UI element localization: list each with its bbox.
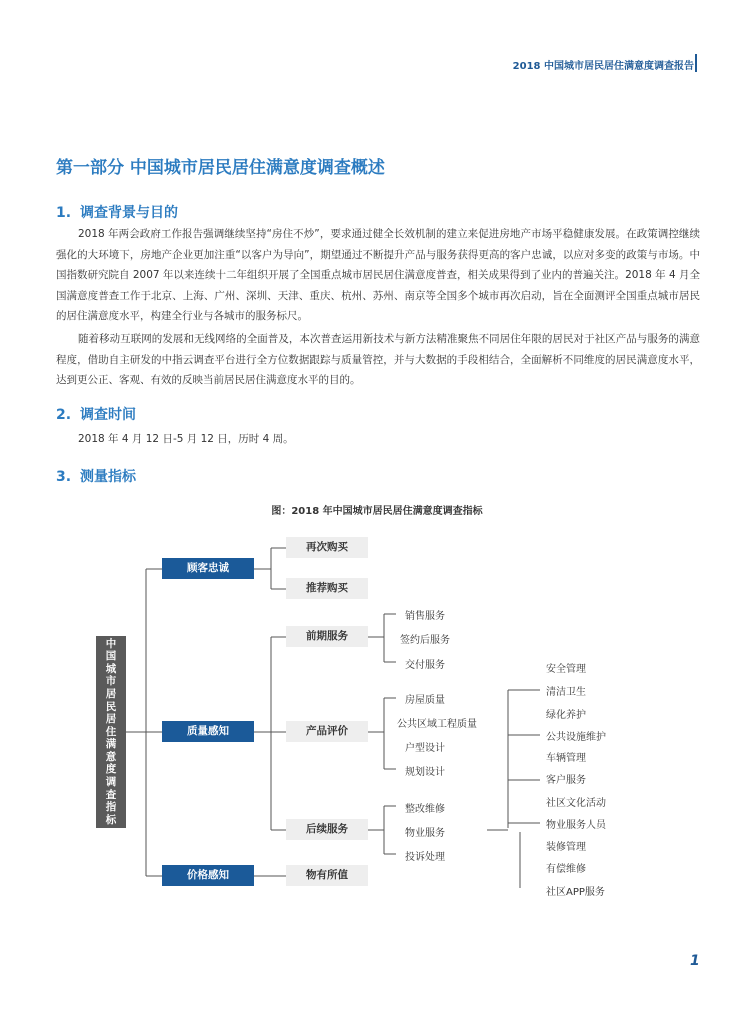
leaf-planning-design: 规划设计: [405, 767, 445, 778]
figure-title: 图：2018 年中国城市居民居住满意度调查指标: [271, 506, 483, 517]
report-header-title: 2018 中国城市居民居住满意度调查报告: [512, 61, 694, 72]
leaf-housing-quality: 房屋质量: [405, 695, 445, 706]
node-product-evaluation: 产品评价: [286, 721, 368, 742]
item-property-staff: 物业服务人员: [546, 820, 606, 831]
node-price-perception: 价格感知: [162, 865, 254, 886]
node-repurchase: 再次购买: [286, 537, 368, 558]
root-node: [96, 636, 126, 828]
root-node-label: 中国城市居民居住满意度调查指标: [105, 637, 117, 826]
leaf-rectification-repair: 整改维修: [405, 804, 445, 815]
section-number: 3.: [56, 469, 72, 485]
leaf-post-contract-service: 签约后服务: [400, 635, 450, 646]
node-customer-loyalty: 顾客忠诚: [162, 558, 254, 579]
item-community-activities: 社区文化活动: [546, 798, 606, 809]
survey-time-text: 2018 年 4 月 12 日-5 月 12 日，历时 4 周。: [78, 433, 294, 445]
node-recommend: 推荐购买: [286, 578, 368, 599]
section-title: 调查背景与目的: [80, 205, 178, 221]
node-after-service: 后续服务: [286, 819, 368, 840]
item-customer-service: 客户服务: [546, 775, 586, 786]
item-community-app: 社区APP服务: [546, 887, 605, 898]
paragraph-purpose: 随着移动互联网的发展和无线网络的全面普及，本次普查运用新技术与新方法精准聚焦不同居住年限的居民对于社区产品与服务的满意程度，借助自主研发的中指云调查平台进行全方位数据跟踪与质量管控，并与大数据的手段相结合，全面解析不同维度的居民满意度水平，达到更公正、客观、有效的反映当前居民居住满意度水平的目的。: [56, 333, 700, 386]
leaf-property-service: 物业服务: [405, 828, 445, 839]
part-title: 第一部分 中国城市居民居住满意度调查概述: [56, 158, 385, 178]
paragraph-background: 2018 年两会政府工作报告强调继续坚持“房住不炒”，要求通过健全长效机制的建立来促进房地产市场平稳健康发展。在政策调控继续强化的大环境下，房地产企业更加注重“以客户为导向”，期望通过不断提升产品与服务获得更高的客户忠诚，以应对多变的政策与市场。中国指数研究院自 2007 年以来连续十二年组织开展了全国重点城市居民居住满意度普查，相关成果得到了业内的普遍关注。2018 年 4 月全国满意度普查工作于北京、上海、广州、深圳、天津、重庆、杭州、苏州、南京等全国多个城市再次启动，旨在全面测评全国重点城市居民的居住满意度水平，构建全行业与各城市的服务标尺。: [56, 228, 700, 322]
item-decoration-management: 装修管理: [546, 842, 586, 853]
item-vehicle-management: 车辆管理: [546, 753, 586, 764]
item-paid-repair: 有偿维修: [546, 864, 586, 875]
item-facility-maintenance: 公共设施维护: [546, 732, 606, 743]
section-title: 测量指标: [80, 469, 136, 485]
leaf-complaint-handling: 投诉处理: [405, 852, 445, 863]
leaf-layout-design: 户型设计: [405, 743, 445, 754]
item-security-management: 安全管理: [546, 664, 586, 675]
item-greening: 绿化养护: [546, 710, 586, 721]
leaf-sales-service: 销售服务: [405, 611, 445, 622]
section-number: 1.: [56, 205, 72, 221]
node-pre-service: 前期服务: [286, 626, 368, 647]
section-number: 2.: [56, 407, 72, 423]
section-title: 调查时间: [80, 407, 136, 423]
leaf-delivery-service: 交付服务: [405, 660, 445, 671]
node-value-for-money: 物有所值: [286, 865, 368, 886]
node-quality-perception: 质量感知: [162, 721, 254, 742]
page-number: 1: [690, 953, 700, 969]
leaf-public-area-quality: 公共区域工程质量: [397, 719, 477, 730]
item-cleaning: 清洁卫生: [546, 687, 586, 698]
